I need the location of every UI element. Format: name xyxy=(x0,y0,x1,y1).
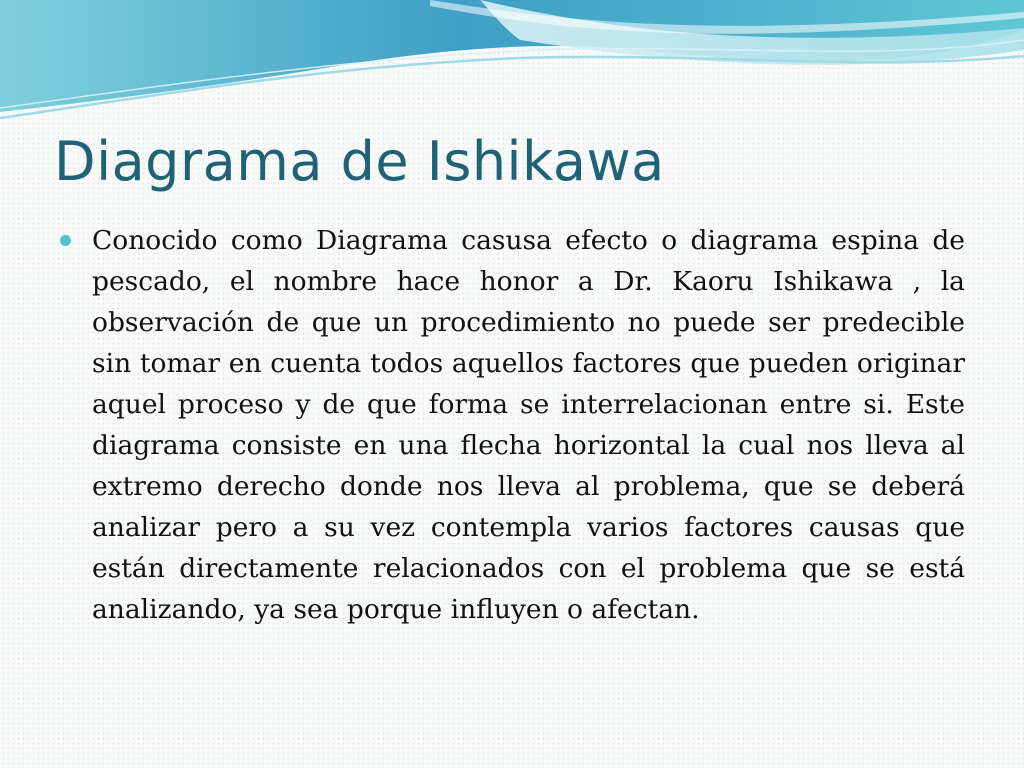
bullet-item xyxy=(60,220,965,630)
slide-content xyxy=(60,220,965,630)
bullet-text: Conocido como Diagrama casusa efecto o diagrama espina de pescado, el nombre hace honor a Dr. Kaoru Ishikawa , la observación de que un procedimiento no puede ser predecible sin tomar en cuenta todos aquellos factores que pueden originar aquel proceso y de que forma se interrelacionan entre si. Este diagrama consiste en una flecha horizontal la cual nos lleva al extremo derecho donde nos lleva al problema, que se deberá analizar pero a su vez contempla varios factores causas que están directamente relacionados con el problema que se está analizando, ya sea porque influyen o afectan. xyxy=(92,225,965,625)
wave-header-decoration xyxy=(0,0,1024,125)
bullet-dot-icon xyxy=(60,235,71,246)
slide-title: Diagrama de Ishikawa xyxy=(54,130,665,193)
